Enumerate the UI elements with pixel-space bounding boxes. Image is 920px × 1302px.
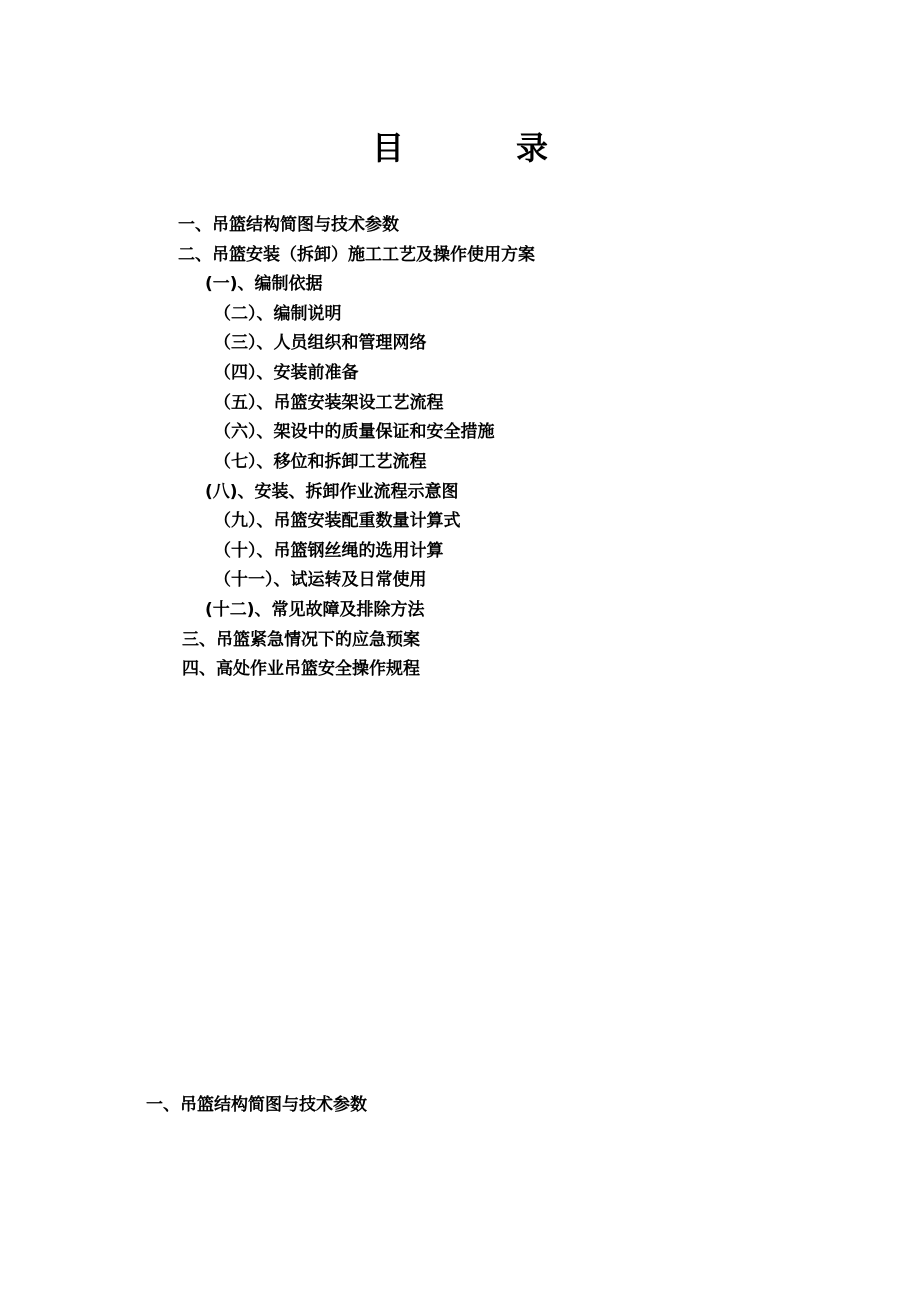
toc-title: 目 录 — [371, 129, 588, 167]
toc-item-2[interactable]: 二、吊篮安装（拆卸）施工工艺及操作使用方案 — [178, 245, 535, 265]
section-heading: 一、吊篮结构简图与技术参数 — [146, 1095, 367, 1115]
toc-item-2-2[interactable]: （二）、编制说明 — [214, 304, 342, 324]
toc-item-2-1[interactable]: (一)、编制依据 — [205, 274, 323, 294]
toc-item-2-10[interactable]: （十）、吊篮钢丝绳的选用计算 — [214, 541, 444, 561]
toc-item-1[interactable]: 一、吊篮结构简图与技术参数 — [178, 215, 399, 235]
toc-item-2-12[interactable]: (十二)、常见故障及排除方法 — [205, 600, 425, 620]
toc-item-2-9[interactable]: （九）、吊篮安装配重数量计算式 — [214, 511, 461, 531]
toc-item-2-6[interactable]: （六）、架设中的质量保证和安全措施 — [214, 422, 495, 442]
toc-item-2-5[interactable]: （五）、吊篮安装架设工艺流程 — [214, 393, 444, 413]
toc-item-3[interactable]: 三、吊篮紧急情况下的应急预案 — [182, 630, 420, 650]
toc-item-4[interactable]: 四、高处作业吊篮安全操作规程 — [182, 659, 420, 679]
toc-item-2-7[interactable]: （七）、移位和拆卸工艺流程 — [214, 452, 427, 472]
toc-item-2-3[interactable]: （三）、人员组织和管理网络 — [214, 333, 427, 353]
toc-item-2-4[interactable]: （四）、安装前准备 — [214, 363, 359, 383]
toc-item-2-8[interactable]: (八)、安装、拆卸作业流程示意图 — [205, 482, 459, 502]
toc-item-2-11[interactable]: （十一）、试运转及日常使用 — [214, 570, 427, 590]
